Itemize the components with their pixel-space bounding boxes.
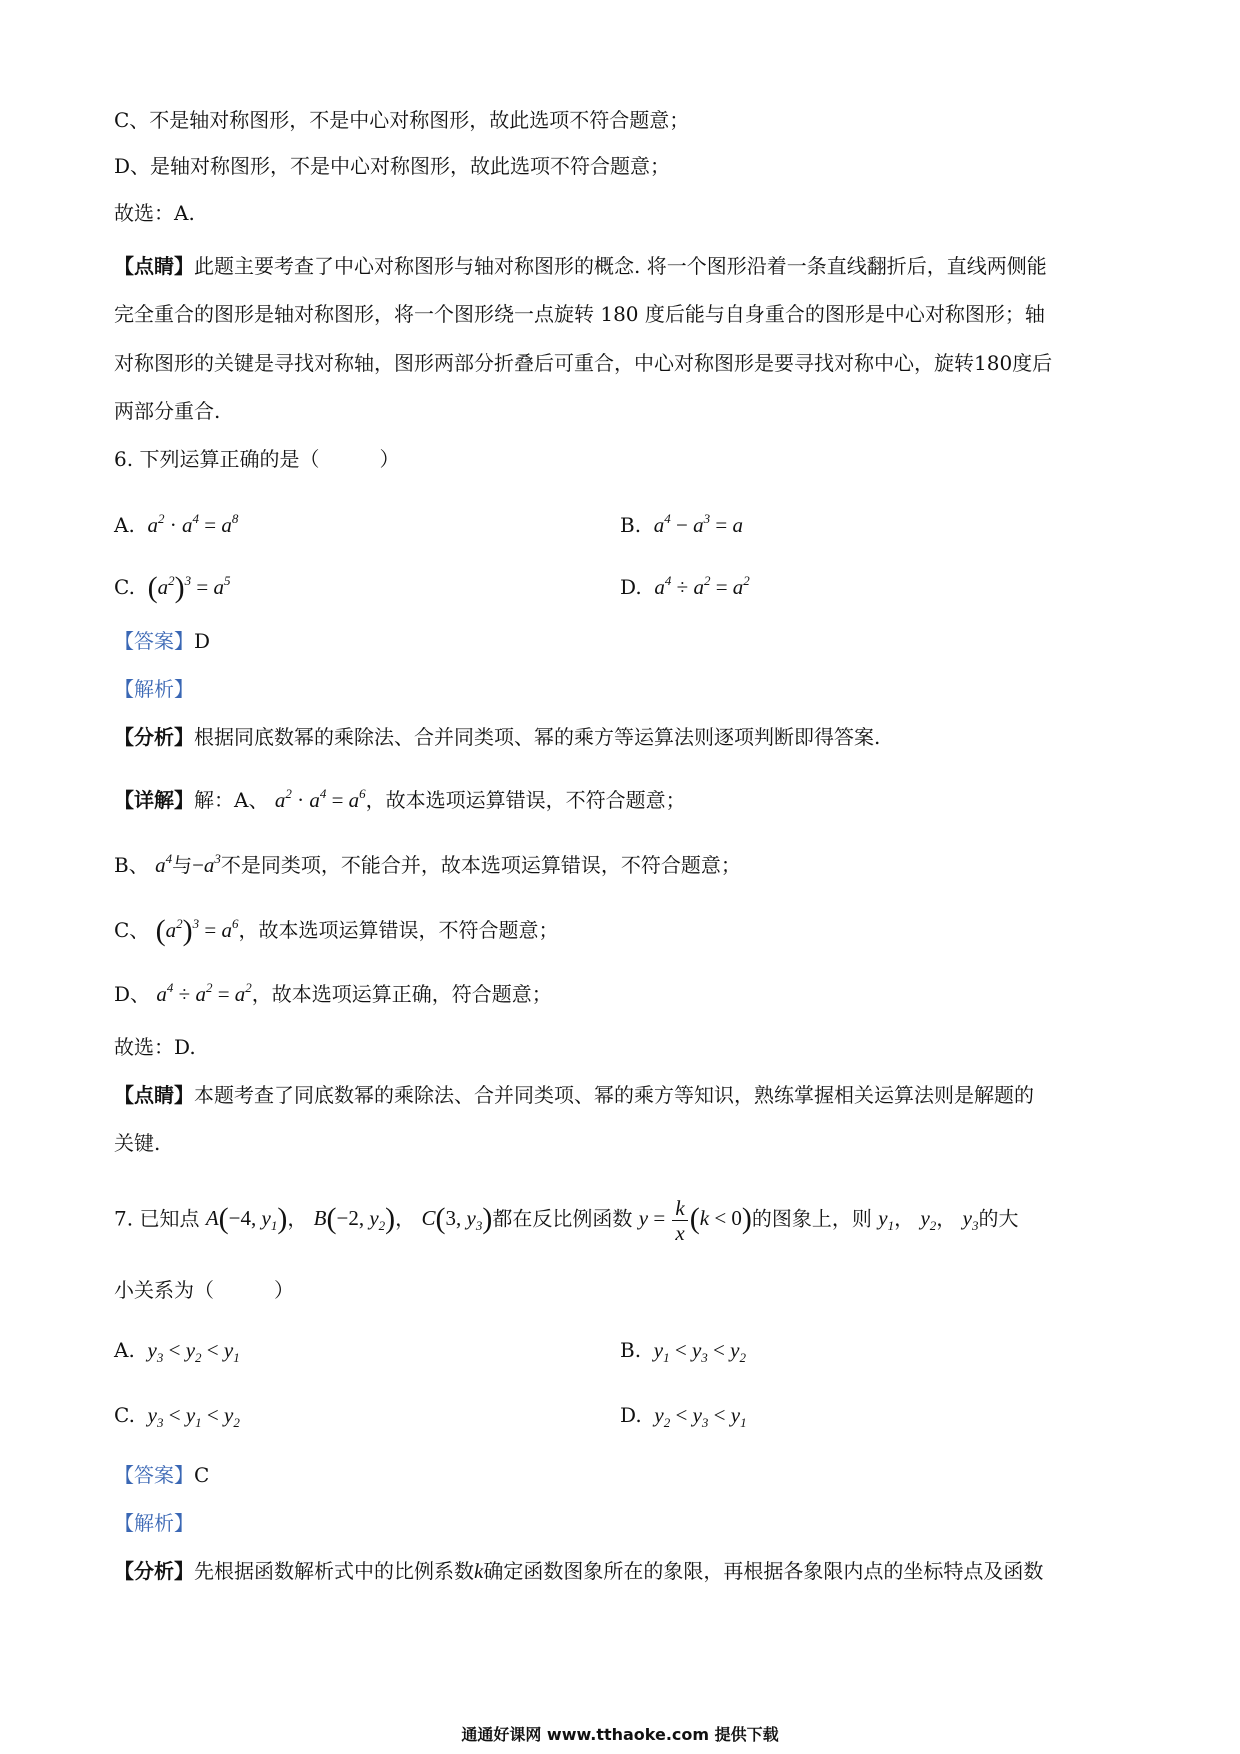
- q6-answer: 【答案】D: [114, 629, 211, 653]
- q6-detail-a: 【详解】解：A、 $a^2 \cdot a^4 = a^6$，故本选项运算错误，不符合题意；: [114, 786, 686, 812]
- q7-analysis-tag: 【解析】: [114, 1511, 194, 1535]
- q6-detail-d-formula: $a^4 \div a^2 = a^2$: [156, 980, 252, 1006]
- q7-option-c: C. $y_3 < y_1 < y_2$: [114, 1403, 240, 1430]
- q5-tip-line-1: 【点睛】此题主要考查了中心对称图形与轴对称图形的概念. 将一个图形沿着一条直线翻折后，直线两侧能: [114, 254, 1047, 278]
- q5-tip-line-4: 两部分重合.: [114, 399, 221, 423]
- q5-tip-line-3: 对称图形的关键是寻找对称轴，图形两部分折叠后可重合，中心对称图形是要寻找对称中心，旋转180度后: [114, 351, 1053, 375]
- q7-option-d: D. $y_2 < y_3 < y_1$: [620, 1403, 747, 1430]
- page-footer: 通通好课网 www.tthaoke.com 提供下载: [461, 1725, 779, 1744]
- q6-detail-c: C、 $(a^2)^3 = a^6$，故本选项运算错误，不符合题意；: [114, 914, 559, 947]
- q5-option-c-explanation: C、不是轴对称图形，不是中心对称图形，故此选项不符合题意；: [114, 108, 690, 132]
- q6-tip-line-2: 关键.: [114, 1131, 161, 1155]
- q6-fenxi: 【分析】根据同底数幂的乘除法、合并同类项、幂的乘方等运算法则逐项判断即得答案.: [114, 725, 881, 749]
- q5-tip-line-2: 完全重合的图形是轴对称图形，将一个图形绕一点旋转 180 度后能与自身重合的图形是中心对称图形；轴: [114, 302, 1045, 326]
- q5-choice: 故选：A.: [114, 201, 195, 225]
- q7-function: y = $\frac{k}{x}$ (k < 0): [638, 1196, 752, 1245]
- q6-analysis-tag: 【解析】: [114, 677, 194, 701]
- q7-option-b: B. $y_1 < y_3 < y_2$: [620, 1338, 746, 1365]
- q6-detail-b: B、 $a^4$与$-a^3$不是同类项，不能合并，故本选项运算错误，不符合题意；: [114, 851, 741, 877]
- q6-option-a-formula: $a^2 \cdot a^4 = a^8$: [147, 511, 239, 537]
- q5-option-d-explanation: D、是轴对称图形，不是中心对称图形，故此选项不符合题意；: [114, 154, 671, 178]
- q6-option-d: D. $a^4 \div a^2 = a^2$: [620, 573, 750, 599]
- answer-tag: 【答案】: [114, 629, 194, 653]
- q6-option-c-formula: $(a^2)^3 = a^5$: [147, 571, 231, 604]
- q7-fenxi: 【分析】先根据函数解析式中的比例系数k确定函数图象所在的象限，再根据各象限内点的坐标特点及函数: [114, 1559, 1044, 1583]
- q6-option-d-formula: $a^4 \div a^2 = a^2$: [654, 573, 750, 599]
- q6-tip-line-1: 【点睛】本题考查了同底数幂的乘除法、合并同类项、幂的乘方等知识，熟练掌握相关运算法则是解题的: [114, 1083, 1034, 1107]
- q6-choice: 故选：D.: [114, 1035, 196, 1059]
- tip-tag: 【点睛】: [114, 254, 194, 278]
- q6-option-b: B. $a^4 - a^3 = a$: [620, 511, 743, 537]
- q6-stem: 6. 下列运算正确的是（ ）: [114, 447, 400, 471]
- q6-option-c: C. $(a^2)^3 = a^5$: [114, 571, 231, 604]
- q7-answer: 【答案】C: [114, 1463, 210, 1487]
- q6-detail-a-formula: $a^2 \cdot a^4 = a^6$: [274, 786, 366, 812]
- q6-option-a: A. $a^2 \cdot a^4 = a^8$: [114, 511, 239, 537]
- q7-option-a: A. $y_3 < y_2 < y_1$: [114, 1338, 240, 1365]
- q6-detail-c-formula: $(a^2)^3 = a^6$: [155, 914, 239, 947]
- q6-option-b-formula: $a^4 - a^3 = a$: [653, 511, 743, 537]
- q7-stem-line-1: 7. 已知点 A(−4, $y_1$)， B(−2, $y_2$)， C(3, $y_3$)都在反比例函数 y = $\frac{k}{x}$ (k < 0)的图象上，则 $y_1$， $y_2$， $y_3$的大: [114, 1196, 1019, 1245]
- q7-stem-line-2: 小关系为（ ）: [114, 1278, 294, 1302]
- q6-detail-d: D、 $a^4 \div a^2 = a^2$，故本选项运算正确，符合题意；: [114, 980, 552, 1006]
